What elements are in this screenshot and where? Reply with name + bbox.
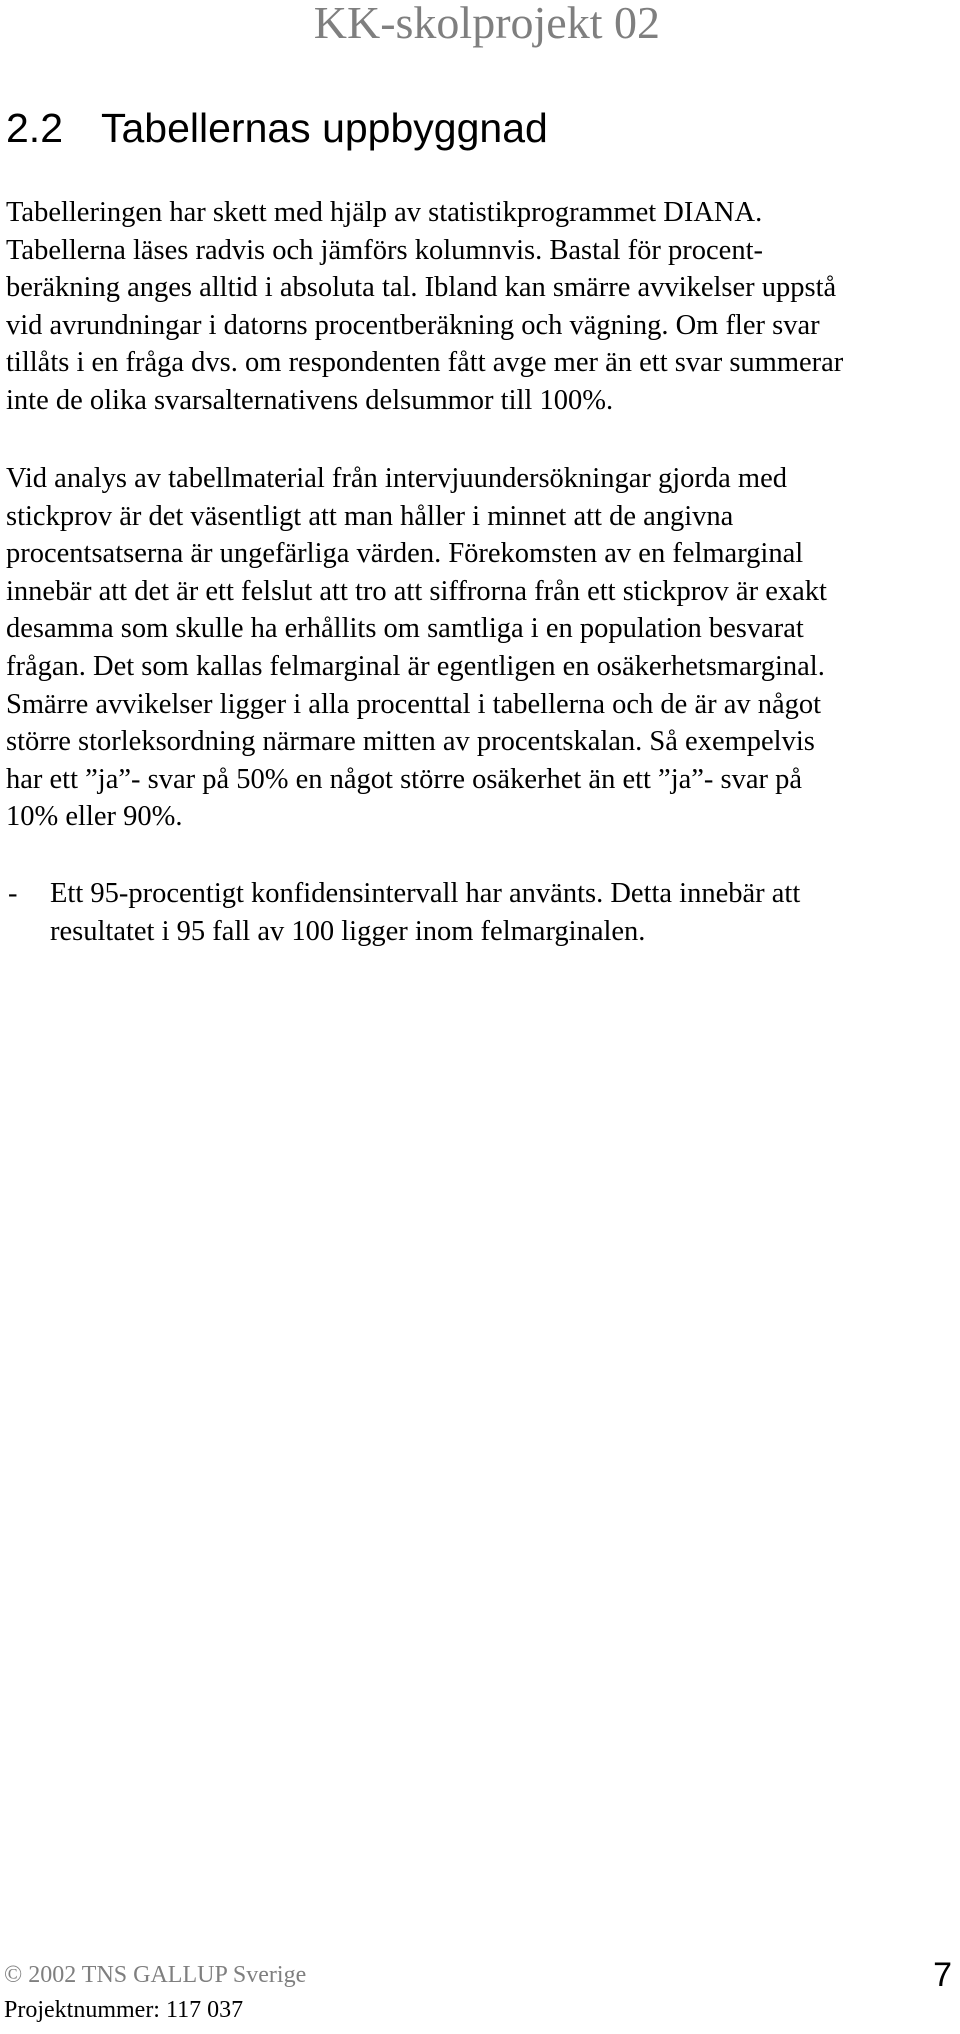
paragraph-line: Tabelleringen har skett med hjälp av statistikprogrammet DIANA. <box>6 197 763 228</box>
page-number: 7 <box>933 1956 952 1994</box>
paragraph-line: stickprov är det väsentligt att man håller i minnet att de angivna <box>6 500 734 532</box>
paragraph-line: inte de olika svarsalternativens delsummor till 100%. <box>6 384 614 416</box>
paragraph-line: 10% eller 90%. <box>6 801 183 833</box>
section-title: Tabellernas uppbyggnad <box>101 105 548 151</box>
footer-project-number: Projektnummer: 117 037 <box>4 1997 244 2023</box>
section-heading <box>6 104 548 152</box>
paragraph-line: beräkning anges alltid i absoluta tal. Ibland kan smärre avvikelser uppstå <box>6 272 837 304</box>
paragraph-line: har ett ”ja”- svar på 50% en något större osäkerhet än ett ”ja”- svar på <box>6 763 803 795</box>
bullet-line: Ett 95-procentigt konfidensintervall har använts. Detta innebär att <box>50 878 801 909</box>
paragraph-tabulation <box>6 194 951 420</box>
paragraph-line: vid avrundningar i datorns procentberäkning och vägning. Om fler svar <box>6 309 820 341</box>
paragraph-line: Tabellerna läses radvis och jämförs kolumnvis. Bastal för procent- <box>6 234 763 266</box>
paragraph-line: större storleksordning närmare mitten av procentskalan. Så exempelvis <box>6 726 815 758</box>
paragraph-line: innebär att det är ett felslut att tro att siffrorna från ett stickprov är exakt <box>6 575 827 607</box>
footer-copyright: © 2002 TNS GALLUP Sverige <box>4 1962 307 1988</box>
paragraph-line: procentsatserna är ungefärliga värden. Förekomsten av en felmarginal <box>6 538 804 570</box>
section-number: 2.2 <box>6 105 63 151</box>
document-header-title: KK-skolprojekt 02 <box>313 0 660 48</box>
paragraph-line: Vid analys av tabellmaterial från intervjuundersökningar gjorda med <box>6 463 787 494</box>
bullet-marker: - <box>8 878 18 909</box>
paragraph-line: frågan. Det som kallas felmarginal är egentligen en osäkerhetsmarginal. <box>6 650 825 682</box>
bullet-text <box>50 875 800 951</box>
bullet-line: resultatet i 95 fall av 100 ligger inom felmarginalen. <box>50 916 646 947</box>
paragraph-line: desamma som skulle ha erhållits om samtliga i en population besvarat <box>6 613 804 645</box>
paragraph-margin-of-error <box>6 460 951 836</box>
paragraph-line: tillåts i en fråga dvs. om respondenten fått avge mer än ett svar summerar <box>6 347 844 379</box>
paragraph-line: Smärre avvikelser ligger i alla procenttal i tabellerna och de är av något <box>6 688 822 720</box>
